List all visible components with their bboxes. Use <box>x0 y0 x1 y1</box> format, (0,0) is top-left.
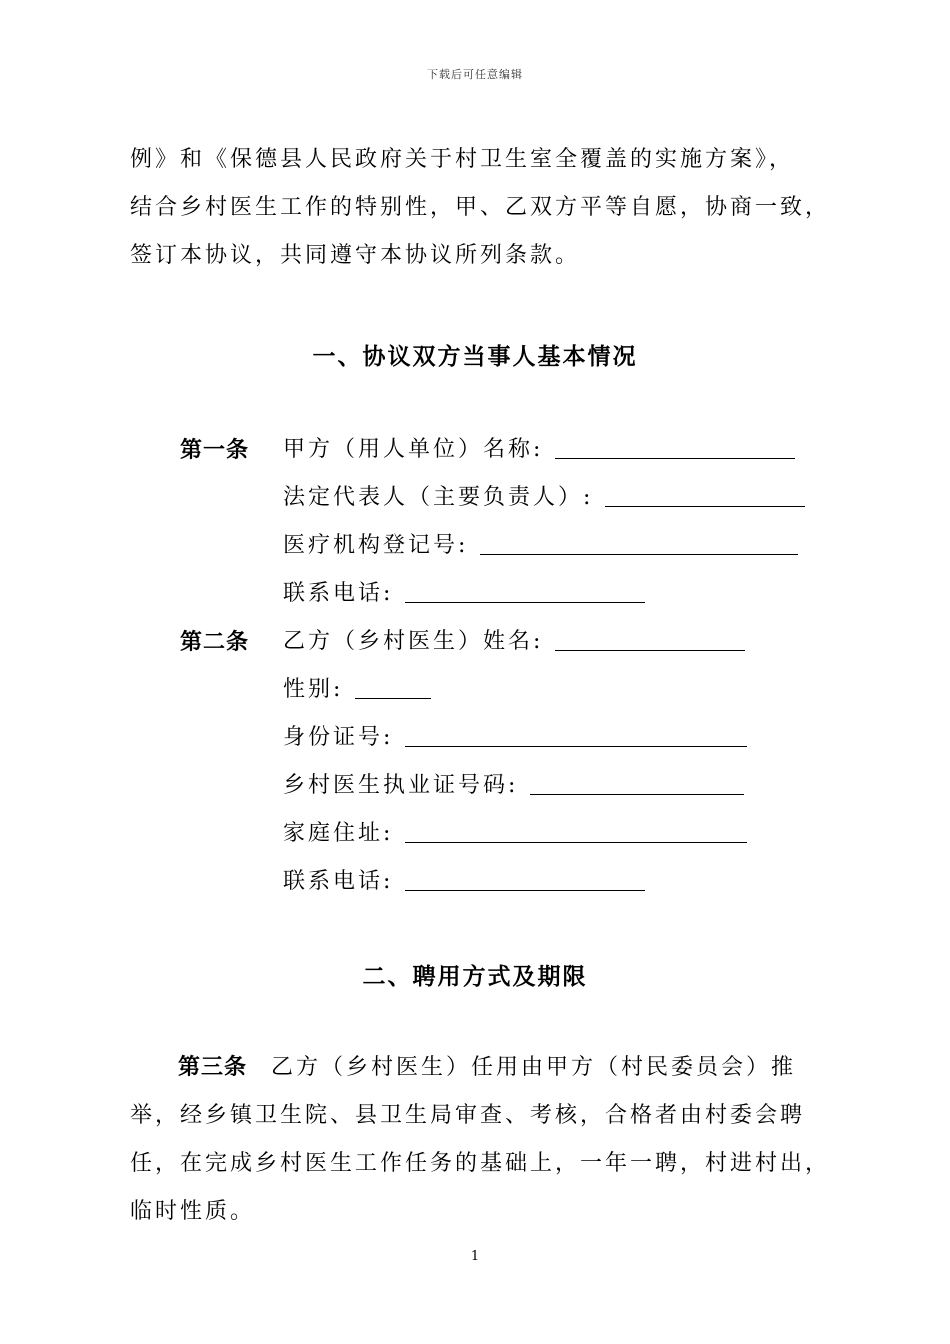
intro-line: 例》和《保德县人民政府关于村卫生室全覆盖的实施方案》， <box>130 147 795 172</box>
party-a-name-field <box>283 432 795 463</box>
article-3-first-line <box>130 1044 850 1092</box>
gender-field <box>283 672 431 703</box>
field-label: 乡村医生执业证号码: <box>283 773 519 798</box>
intro-line: 签订本协议，共同遵守本协议所列条款。 <box>130 243 581 268</box>
field-label: 联系电话: <box>283 869 394 894</box>
blank-line[interactable] <box>405 889 645 891</box>
blank-line[interactable] <box>405 601 645 603</box>
home-address-field <box>283 816 747 847</box>
article-2-label: 第二条 <box>180 630 250 655</box>
blank-line[interactable] <box>405 841 747 843</box>
blank-line[interactable] <box>405 745 747 747</box>
party-b-name-field <box>283 624 745 655</box>
page-header: 下载后可任意编辑 <box>427 68 523 81</box>
blank-line[interactable] <box>480 553 798 555</box>
party-b-phone-field <box>283 864 645 895</box>
blank-line[interactable] <box>530 793 744 795</box>
section-2-title: 二、聘用方式及期限 <box>362 964 588 990</box>
intro-paragraph <box>130 136 850 280</box>
article-3-paragraph <box>130 1044 850 1236</box>
id-number-field <box>283 720 747 751</box>
party-a-phone-field <box>283 576 645 607</box>
blank-line[interactable] <box>555 649 745 651</box>
article-1-label: 第一条 <box>180 438 250 463</box>
field-label: 联系电话: <box>283 581 394 606</box>
intro-line: 结合乡村医生工作的特别性，甲、乙双方平等自愿，协商一致， <box>130 195 831 220</box>
article-3-line: 乙方（乡村医生）任用由甲方（村民委员会）推 <box>271 1055 797 1080</box>
article-3-label: 第三条 <box>178 1055 248 1080</box>
blank-line[interactable] <box>555 457 795 459</box>
field-label: 性别: <box>283 677 344 702</box>
field-label: 甲方（用人单位）名称: <box>283 437 544 462</box>
field-label: 乙方（乡村医生）姓名: <box>283 629 544 654</box>
page-number: 1 <box>470 1249 480 1264</box>
article-3-line: 举，经乡镇卫生院、县卫生局审查、考核，合格者由村委会聘 <box>130 1103 806 1128</box>
license-number-field <box>283 768 744 799</box>
field-label: 家庭住址: <box>283 821 394 846</box>
article-3-line: 任，在完成乡村医生工作任务的基础上，一年一聘，村进村出， <box>130 1151 831 1176</box>
registration-number-field <box>283 528 798 559</box>
field-label: 法定代表人（主要负责人）: <box>283 485 594 510</box>
field-label: 身份证号: <box>283 725 394 750</box>
article-3-line: 临时性质。 <box>130 1199 256 1224</box>
legal-representative-field <box>283 480 805 511</box>
blank-line[interactable] <box>605 505 805 507</box>
section-1-title: 一、协议双方当事人基本情况 <box>312 344 638 370</box>
blank-line[interactable] <box>355 697 431 699</box>
field-label: 医疗机构登记号: <box>283 533 469 558</box>
